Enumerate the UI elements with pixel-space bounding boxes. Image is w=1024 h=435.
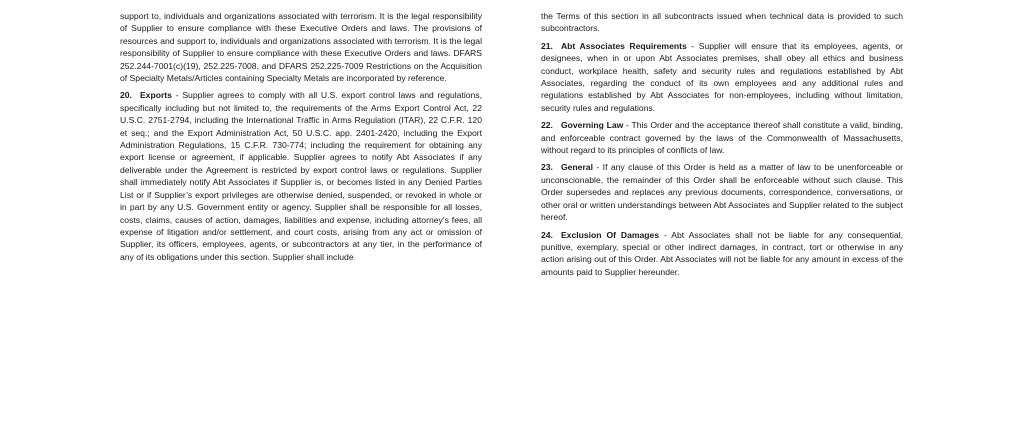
section-heading: General [560,162,593,173]
section-22-governing-law [541,119,903,156]
section-number: 20. [120,90,132,101]
section-text: - If any clause of this Order is held as a matter of law to be unenforceable or unconscionable, the remainder of this Order shall be enforceable without such clause. This Order supersedes and replaces any previous documents, correspondence, conversations, or other oral or written understandings between Abt Associates and Supplier related to the subject hereof. [541,162,903,223]
section-number: 23. [541,162,553,173]
section-text: - Supplier will ensure that its employees, agents, or designees, when in or upon Abt Associates premises, shall obey all ethics and business conduct, workplace health, safety and security rules and regulations established by Abt Associates, regarding the conduct of its own employees and any additional rules and regulations established by Abt Associates for non-employees, including without limitation, security rules and regulations. [541,40,904,113]
section-21-abt-requirements [541,40,903,114]
section-number: 21. [541,40,553,51]
paragraph-continued: the Terms of this section in all subcontracts issued when technical data is provided to such subcontractors. [541,11,903,34]
section-heading: Exclusion Of Damages [560,229,660,240]
section-text: - This Order and the acceptance thereof shall constitute a valid, binding, and enforceable contract governed by the laws of the Commonwealth of Massachusetts, without regard to its principles of conflicts of law. [541,120,903,156]
section-text: - Abt Associates shall not be liable for any consequential, punitive, exemplary, special or other indirect damages, in contract, tort or otherwise in any action arising out of this Order. Abt Associates will not be liable for any amount in excess of the amounts paid to Supplier hereunder. [541,229,903,277]
section-heading: Governing Law [560,120,624,131]
section-24-exclusion-of-damages [541,229,903,279]
right-column [541,10,903,283]
section-23-general [541,161,903,223]
left-column [120,10,482,268]
section-heading: Exports [139,90,172,101]
section-20-exports [120,89,482,263]
section-number: 22. [541,120,553,131]
paragraph-continued: support to, individuals and organizations associated with terrorism. It is the legal responsibility of Supplier to ensure compliance with these Executive Orders and laws. The provisions of resources and support to, individuals and organizations associated with terrorism. It is the legal responsibility of Supplier to ensure compliance with these Executive Orders and laws. DFARS 252.244-7001(c)(19), 252.225-7008, and DFARS 252.225-7009 Restrictions on the Acquisition of Specialty Metals/Articles containing Specialty Metals are incorporated by reference. [120,11,482,84]
section-text: - Supplier agrees to comply with all U.S. export control laws and regulations, specifically including but not limited to, the requirements of the Arms Export Control Act, 22 U.S.C. 2751-2794, including the International Traffic in Arms Regulation (ITAR), 22 C.F.R. 120 et seq.; and the Export Administration Act, 50 U.S.C. app. 2401-2420, including the Export Administration Regulations, 15 C.F.R. 730-774; including the requirement for obtaining any export license or agreement, if applicable. Supplier agrees to notify Abt Associates if any deliverable under the Agreement is restricted by export control laws or regulations. Supplier shall immediately notify Abt Associates if Supplier is, or becomes listed in any Denied Parties List or if Supplier’s export privileges are otherwise denied, suspended, or revoked in whole or in part by any U.S. Government entity or agency. Supplier shall be responsible for all losses, costs, claims, causes of action, damages, liabilities and expense, including attorney’s fees, all expense of litigation and/or settlement, and court costs, arising from any act or omission of Supplier, its officers, employees, agents, or subcontractors at any tier, in the performance of any of its obligations under this section. Supplier shall include [120,90,482,262]
section-heading: Abt Associates Requirements [560,40,687,51]
section-number: 24. [541,229,553,240]
